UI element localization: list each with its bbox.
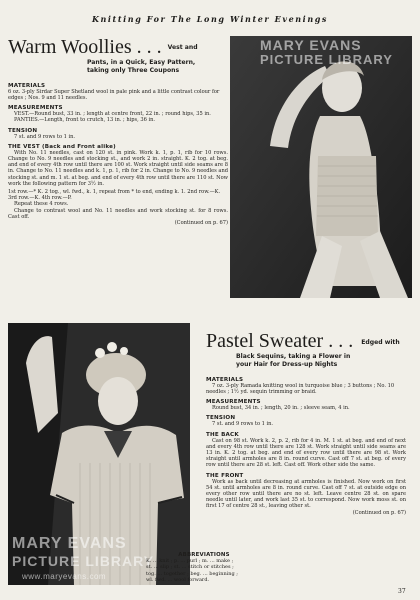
sweater-materials: 7 oz. 3-ply Ramada knitting wool in turquoise blue ; 3 buttons ; No. 10 needles ; 1½ yd. sequin trimming or braid.	[206, 382, 395, 396]
woollies-continued: (Continued on p. 67)	[174, 220, 228, 227]
abbreviations-row: K. ... knit ; p. ... purl ; m. ... make ;	[146, 558, 234, 564]
woollies-subtitle-3: taking only Three Coupons	[87, 67, 180, 75]
page-header: Knitting For The Long Winter Evenings	[91, 14, 329, 24]
abbreviations-row: wl. fwd. ... wool forward.	[146, 577, 210, 584]
watermark-bottom-line1: MARY EVANS	[12, 535, 127, 552]
abbreviations-title: ABBREVIATIONS	[178, 552, 230, 558]
sweater-subtitle-2: Black Sequins, taking a Flower in	[236, 353, 351, 360]
sweater-photo	[8, 323, 190, 585]
sweater-materials-heading: MATERIALS	[206, 376, 244, 383]
woollies-vest-body: With No. 11 needles, cast on 120 st. in pink. Work k. 1, p. 1, rib for 10 rows. Change to No. 9 needles and stocking st., and work 2 in. straight. K. 2 tog. at beg. and end of every 4th row until there are 100 st. Work straight until side seams are 8 in. Change to No. 11 needles and k. 1, p. 1, rib for 2 in. Change to No. 9 needles and stocking st. and m. 1 st. at beg. and end of every 4th row until there are 110 st. Now work the following pattern for 3½ in.	[8, 149, 228, 187]
woollies-vest-rows: 1st row.—* K. 2 tog., wl. fwd., k. 1, repeat from * to end, ending k. 1. 2nd row.—K. 3rd row.—K. 4th row.—P.	[8, 189, 221, 202]
woollies-materials: 6 oz. 3-ply Sirdar Super Shetland wool in pale pink and a little contrast colour for edges ; Nos. 9 and 11 needles.	[8, 88, 220, 102]
sweater-front-heading: THE FRONT	[206, 472, 244, 479]
sweater-front-body: Work as back until decreasing at armholes is finished. Now work on first 54 st. until armholes are 8 in. round curve. Cast off 7 st. at outside edge on every other row until there are no st. left. Leave centre 28 st. on spare needle until later, and work last 35 st. to correspond. Now work moss st. on first 17 of centre 28 st., leaving other st.	[206, 478, 406, 510]
watermark-url: www.maryevans.com	[22, 572, 107, 581]
woollies-article	[8, 36, 228, 226]
abbreviations-row: tog. ... together ; beg. ... beginning ;	[146, 570, 238, 577]
sweater-continued: (Continued on p. 67)	[352, 509, 406, 516]
woollies-materials-heading: MATERIALS	[8, 82, 46, 89]
sweater-tension: 7 st. and 9 rows to 1 in.	[212, 421, 274, 428]
sweater-subtitle-3: your Hair for Dress-up Nights	[236, 361, 338, 369]
vest-model-image	[230, 36, 412, 298]
watermark-bottom-line2: PICTURE LIBRARY	[12, 553, 155, 569]
sweater-subtitle-1: Edged with	[361, 339, 400, 346]
woollies-title: Warm Woollies . . .	[8, 36, 162, 58]
woollies-vest-heading: THE VEST (Back and Front alike)	[8, 143, 116, 150]
abbreviations-row: st. ... slip ; st. ... stitch or stitches ;	[146, 564, 234, 571]
woollies-subtitle-2: Pants, in a Quick, Easy Pattern,	[87, 59, 196, 66]
sweater-tension-heading: TENSION	[206, 415, 236, 422]
abbreviations-box	[146, 552, 262, 584]
page-number: 37	[398, 588, 406, 595]
woollies-measurements-heading: MEASUREMENTS	[8, 105, 63, 112]
sweater-article	[206, 330, 406, 516]
sweater-back-body: Cast on 98 st. Work k. 2, p. 2, rib for 4 in. M. 1 st. at beg. and end of next and every 4th row until there are 128 st. Work straight until side seams are 13 in. K. 2 tog. at beg. and end of every row until there are 98 st. Work straight until armholes are 8 in. round curve. Cast off 7 st. at beg. of every row until there are 28 st. left. Cast off. Work other side the same.	[206, 437, 406, 469]
woollies-tension-heading: TENSION	[8, 127, 38, 134]
sweater-title: Pastel Sweater . . .	[206, 330, 354, 352]
woollies-tension: 7 st. and 9 rows to 1 in.	[14, 133, 76, 140]
sweater-measurements: Round bust, 34 in. ; length, 20 in. ; sleeve seam, 4 in.	[212, 405, 350, 412]
woollies-measure-panties: PANTIES.—Length, front to crutch, 13 in. ; hips, 36 in.	[14, 117, 156, 124]
sweater-back-heading: THE BACK	[206, 431, 239, 438]
woollies-vest-end: Change to contrast wool and No. 11 needles and work stocking st. for 8 rows. Cast off.	[8, 207, 228, 220]
vest-photo	[230, 36, 412, 298]
woollies-vest-repeat: Repeat these 4 rows.	[14, 201, 69, 208]
watermark-top-line2: PICTURE LIBRARY	[260, 52, 393, 67]
woollies-subtitle-1: Vest and	[167, 44, 198, 51]
woollies-measure-vest: VEST.—Round bust, 33 in. ; length at centre front, 22 in. ; round hips, 35 in.	[14, 111, 211, 118]
sweater-measurements-heading: MEASUREMENTS	[206, 399, 261, 406]
watermark-top-line1: MARY EVANS	[260, 37, 362, 53]
